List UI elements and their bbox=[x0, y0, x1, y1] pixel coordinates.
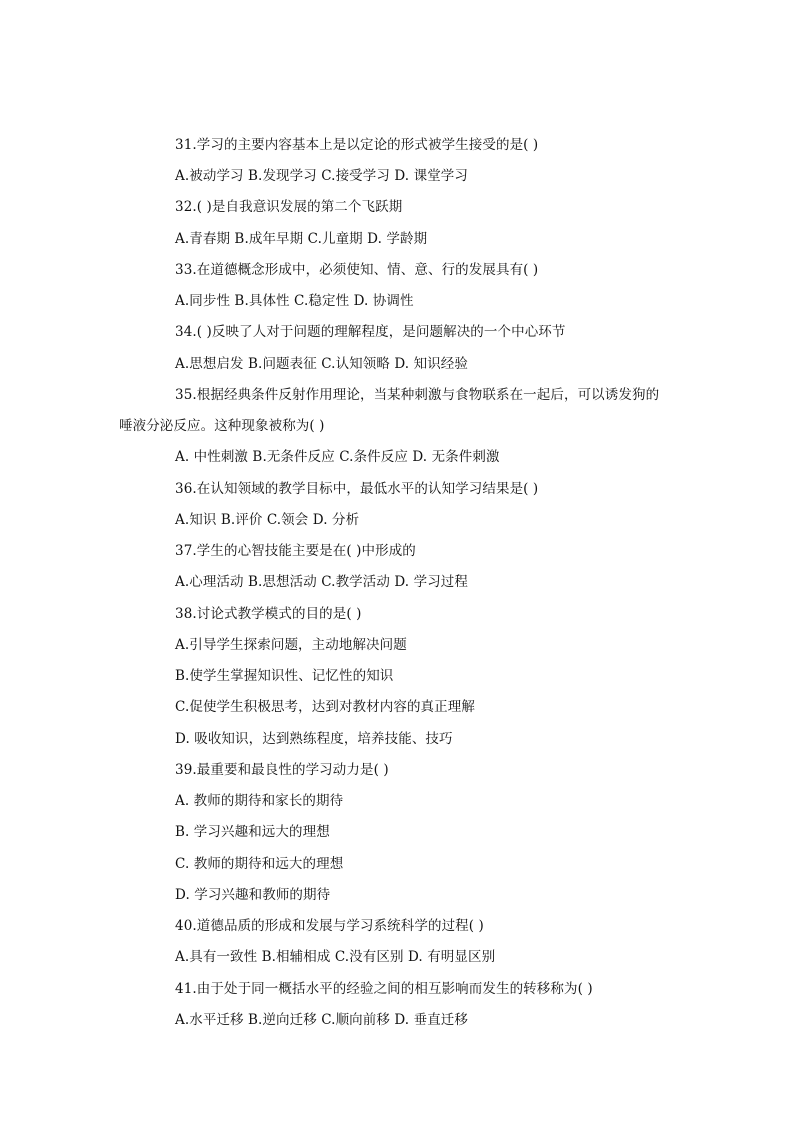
question-38-option-b: B.使学生掌握知识性、记忆性的知识 bbox=[175, 668, 394, 684]
question-39-option-a: A. 教师的期待和家长的期待 bbox=[175, 793, 344, 809]
question-38-option-c: C.促使学生积极思考，达到对教材内容的真正理解 bbox=[175, 699, 475, 715]
question-35: 35.根据经典条件反射作用理论，当某种刺激与食物联系在一起后，可以诱发狗的 bbox=[175, 387, 660, 403]
question-33-options: A.同步性 B.具体性 C.稳定性 D. 协调性 bbox=[175, 293, 414, 309]
question-35-continuation: 唾液分泌反应。这种现象被称为( ) bbox=[119, 418, 325, 434]
question-38-option-d: D. 吸收知识，达到熟练程度，培养技能、技巧 bbox=[175, 731, 453, 747]
question-34: 34.( )反映了人对于问题的理解程度，是问题解决的一个中心环节 bbox=[175, 324, 566, 340]
question-39-option-d: D. 学习兴趣和教师的期待 bbox=[175, 887, 331, 903]
question-40: 40.道德品质的形成和发展与学习系统科学的过程( ) bbox=[175, 918, 484, 934]
question-39-option-c: C. 教师的期待和远大的理想 bbox=[175, 856, 344, 872]
question-35-options: A. 中性刺激 B.无条件反应 C.条件反应 D. 无条件刺激 bbox=[175, 449, 500, 465]
question-39: 39.最重要和最良性的学习动力是( ) bbox=[175, 762, 389, 778]
question-33: 33.在道德概念形成中，必须使知、情、意、行的发展具有( ) bbox=[175, 262, 539, 278]
question-36-options: A.知识 B.评价 C.领会 D. 分析 bbox=[175, 512, 360, 528]
question-37: 37.学生的心智技能主要是在( )中形成的 bbox=[175, 543, 416, 559]
question-32: 32.( )是自我意识发展的第二个飞跃期 bbox=[175, 199, 403, 215]
question-37-options: A.心理活动 B.思想活动 C.教学活动 D. 学习过程 bbox=[175, 574, 468, 590]
question-31-options: A.被动学习 B.发现学习 C.接受学习 D. 课堂学习 bbox=[175, 168, 468, 184]
question-38-option-a: A.引导学生探索问题，主动地解决问题 bbox=[175, 637, 407, 653]
question-36: 36.在认知领域的教学目标中，最低水平的认知学习结果是( ) bbox=[175, 481, 539, 497]
question-39-option-b: B. 学习兴趣和远大的理想 bbox=[175, 824, 330, 840]
question-32-options: A.青春期 B.成年早期 C.儿童期 D. 学龄期 bbox=[175, 231, 428, 247]
question-31: 31.学习的主要内容基本上是以定论的形式被学生接受的是( ) bbox=[175, 137, 539, 153]
question-41: 41.由于处于同一概括水平的经验之间的相互影响而发生的转移称为( ) bbox=[175, 981, 593, 997]
question-40-options: A.具有一致性 B.相辅相成 C.没有区别 D. 有明显区别 bbox=[175, 949, 496, 965]
question-41-options: A.水平迁移 B.逆向迁移 C.顺向前移 D. 垂直迁移 bbox=[175, 1012, 468, 1028]
question-34-options: A.思想启发 B.问题表征 C.认知领略 D. 知识经验 bbox=[175, 356, 468, 372]
question-38: 38.讨论式教学模式的目的是( ) bbox=[175, 606, 362, 622]
